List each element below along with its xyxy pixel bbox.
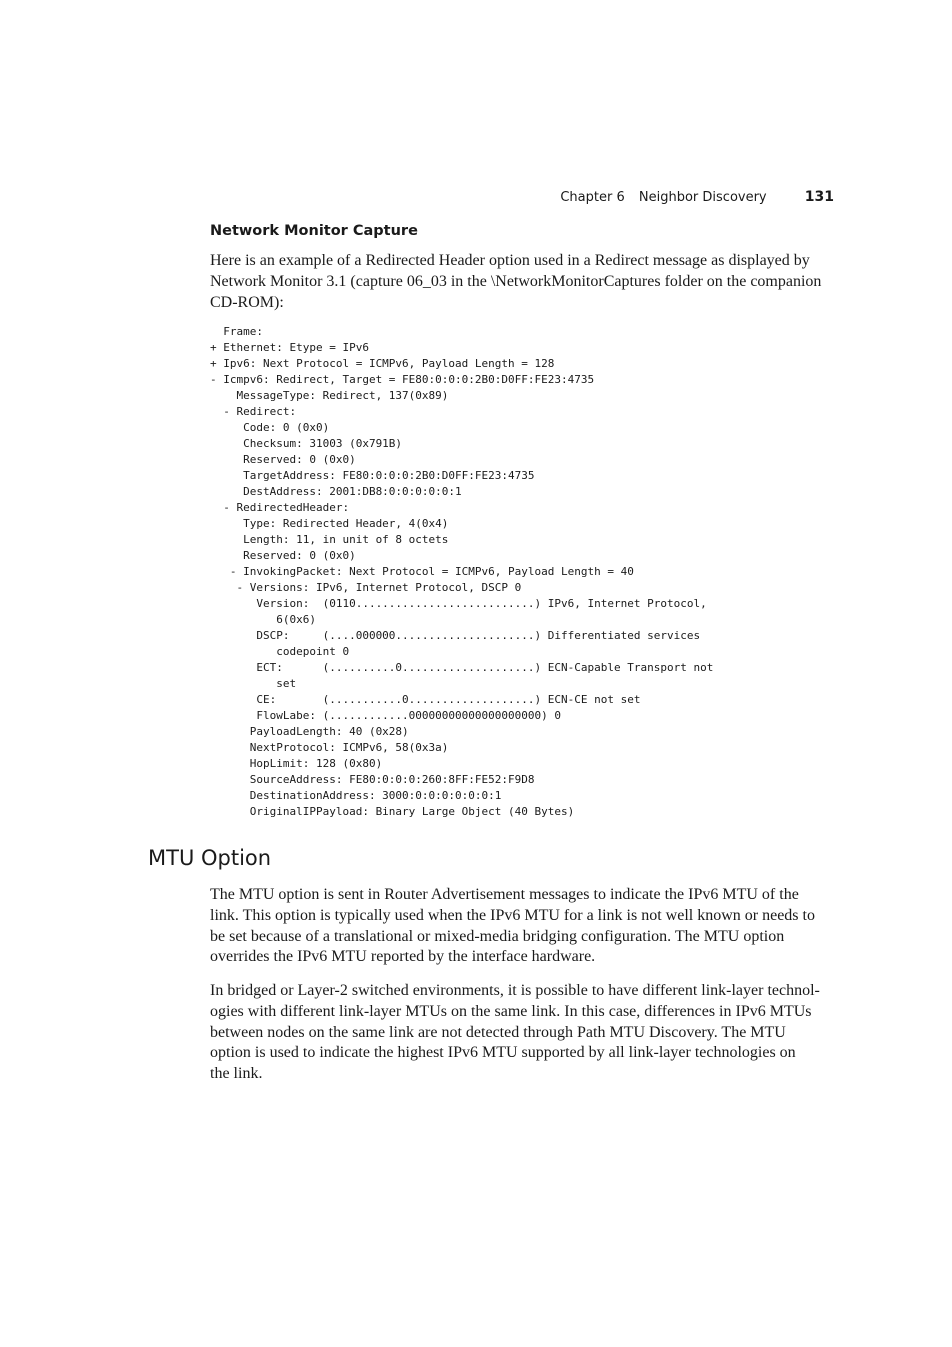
mtu-paragraph-2 xyxy=(210,981,820,1085)
code-line: set xyxy=(210,677,297,690)
running-head xyxy=(560,189,834,205)
code-line: + Ipv6: Next Protocol = ICMPv6, Payload Length = 128 xyxy=(210,357,555,370)
mtu-option-heading: MTU Option xyxy=(148,846,272,870)
text-line: ogies with different link-layer MTUs on the same link. In this case, differences in IPv6 MTUs xyxy=(210,1002,812,1020)
code-line: PayloadLength: 40 (0x28) xyxy=(210,725,409,738)
capture-subheading: Network Monitor Capture xyxy=(210,223,418,239)
network-monitor-capture-listing xyxy=(210,324,713,820)
text-line: CD-ROM): xyxy=(210,293,284,311)
text-line: link. This option is typically used when the IPv6 MTU for a link is not well known or needs to xyxy=(210,906,815,924)
text-line: The MTU option is sent in Router Advertisement messages to indicate the IPv6 MTU of the xyxy=(210,886,799,903)
code-line: SourceAddress: FE80:0:0:0:260:8FF:FE52:F9D8 xyxy=(210,773,535,786)
text-line: In bridged or Layer-2 switched environments, it is possible to have different link-layer technol- xyxy=(210,982,820,999)
code-line: FlowLabe: (............00000000000000000000) 0 xyxy=(210,709,561,722)
code-line: codepoint 0 xyxy=(210,645,350,658)
code-line: - Versions: IPv6, Internet Protocol, DSCP 0 xyxy=(210,581,522,594)
chapter-label: Chapter 6 xyxy=(560,190,625,205)
text-line: Network Monitor 3.1 (capture 06_03 in the \NetworkMonitorCaptures folder on the companion xyxy=(210,272,822,290)
text-line: option is used to indicate the highest IPv6 MTU supported by all link-layer technologies on xyxy=(210,1044,796,1062)
code-line: MessageType: Redirect, 137(0x89) xyxy=(210,389,449,402)
code-line: + Ethernet: Etype = IPv6 xyxy=(210,341,369,354)
code-line: - Redirect: xyxy=(210,405,297,418)
code-line: OriginalIPPayload: Binary Large Object (40 Bytes) xyxy=(210,805,575,818)
code-line: DSCP: (....000000.....................) Differentiated services xyxy=(210,629,701,642)
text-line: between nodes on the same link are not detected through Path MTU Discovery. The MTU xyxy=(210,1023,786,1041)
code-line: NextProtocol: ICMPv6, 58(0x3a) xyxy=(210,741,449,754)
code-line: Code: 0 (0x0) xyxy=(210,421,330,434)
code-line: CE: (...........0...................) ECN-CE not set xyxy=(210,693,641,706)
code-line: Frame: xyxy=(210,325,263,338)
text-line: be set because of a translational or mixed-media bridging configuration. The MTU option xyxy=(210,927,785,945)
mtu-paragraph-1 xyxy=(210,885,815,968)
code-line: - Icmpv6: Redirect, Target = FE80:0:0:0:2B0:D0FF:FE23:4735 xyxy=(210,373,595,386)
page-number: 131 xyxy=(804,189,834,205)
code-line: HopLimit: 128 (0x80) xyxy=(210,757,383,770)
code-line: Type: Redirected Header, 4(0x4) xyxy=(210,517,449,530)
text-line: Here is an example of a Redirected Header option used in a Redirect message as displayed by xyxy=(210,252,810,269)
code-line: Reserved: 0 (0x0) xyxy=(210,549,356,562)
capture-intro-paragraph xyxy=(210,251,821,313)
text-line: the link. xyxy=(210,1065,263,1083)
chapter-title: Neighbor Discovery xyxy=(638,190,767,205)
code-line: Version: (0110...........................) IPv6, Internet Protocol, xyxy=(210,597,707,610)
code-line: ECT: (..........0....................) ECN-Capable Transport not xyxy=(210,661,714,674)
code-line: Reserved: 0 (0x0) xyxy=(210,453,356,466)
text-line: overrides the IPv6 MTU reported by the interface hardware. xyxy=(210,948,596,966)
code-line: Checksum: 31003 (0x791B) xyxy=(210,437,403,450)
code-line: TargetAddress: FE80:0:0:0:2B0:D0FF:FE23:4735 xyxy=(210,469,535,482)
code-line: Length: 11, in unit of 8 octets xyxy=(210,533,449,546)
code-line: DestinationAddress: 3000:0:0:0:0:0:0:1 xyxy=(210,789,502,802)
code-line: - RedirectedHeader: xyxy=(210,501,350,514)
code-line: 6(0x6) xyxy=(210,613,316,626)
code-line: - InvokingPacket: Next Protocol = ICMPv6, Payload Length = 40 xyxy=(210,565,634,578)
code-line: DestAddress: 2001:DB8:0:0:0:0:0:1 xyxy=(210,485,462,498)
